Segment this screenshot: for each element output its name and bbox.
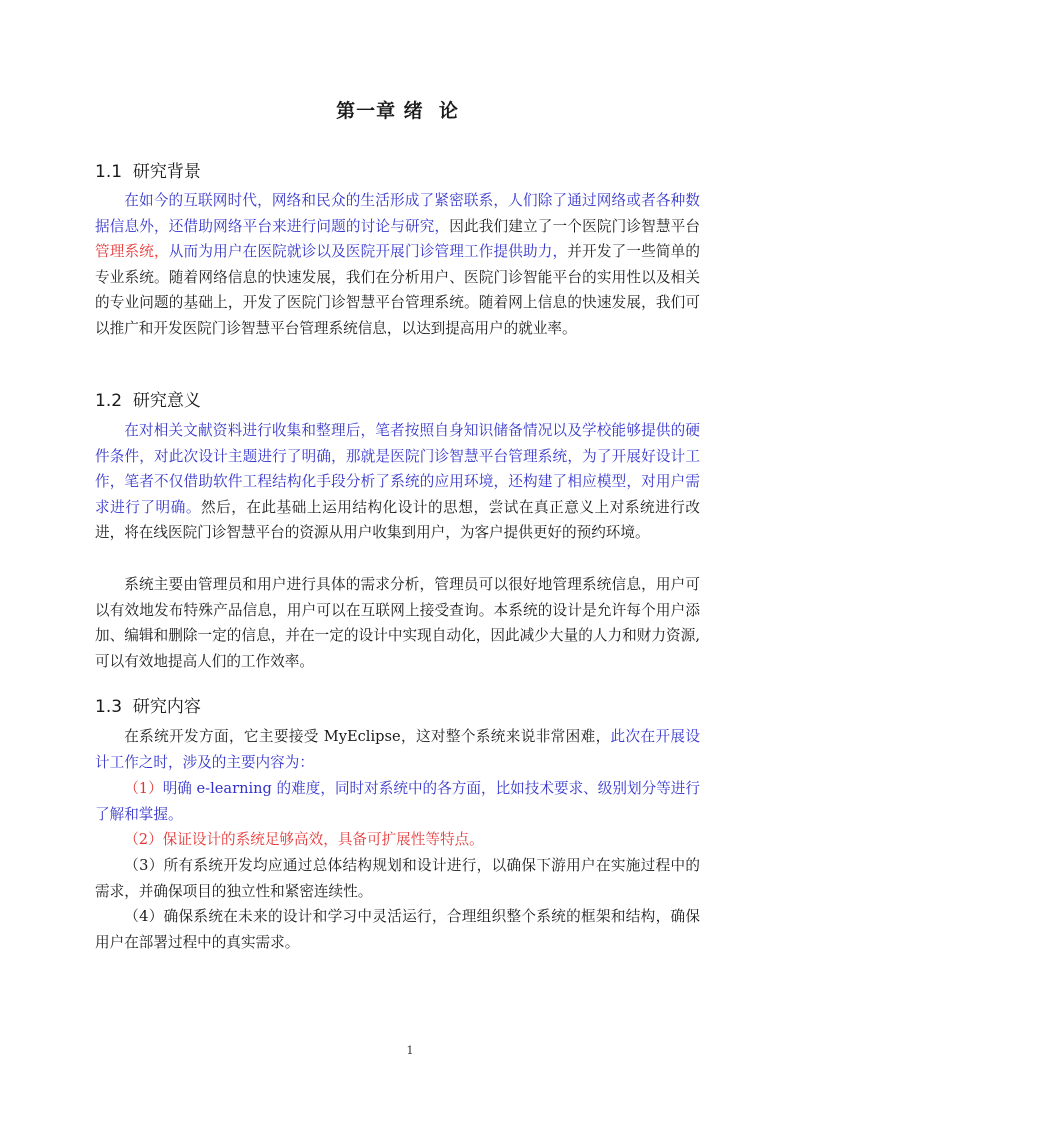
- chapter-title: 第一章 绪 论: [336, 100, 459, 122]
- text-run: （4）确保系统在未来的设计和学习中灵活运行，合理组织整个系统的框架和结构，确保用户在部署过程中的真实需求。: [95, 908, 700, 951]
- section-heading-1-2: 1.2 研究意义: [95, 391, 201, 411]
- text-run: 然后，在此基础上运用结构化设计的思想，尝试在真正意义上对系统进行改进，将在线医院门诊智慧平台的资源从用户收集到用户，为客户提供更好的预约环境。: [95, 498, 700, 542]
- text-run: 在系统开发方面，它主要接受 MyEclipse，这对整个系统来说非常困难，: [124, 728, 611, 745]
- paragraph-significance: [95, 418, 700, 546]
- list-item-2: [95, 827, 700, 853]
- text-run: 从而为用户在医院就诊以及医院开展门诊管理工作提供助力，: [168, 243, 568, 261]
- paragraph-background: [95, 188, 700, 342]
- text-run: 在如今的互联网时代，网络和民众的生活形成了紧密联系，人们除了通过网络或者各种数据信息外，还借助网络平台来进行问题的讨论与研究，: [95, 192, 700, 235]
- paragraph-system-overview: [95, 572, 700, 674]
- text-run: （1）: [124, 780, 163, 797]
- text-run: 系统主要由管理员和用户进行具体的需求分析，管理员可以很好地管理系统信息，用户可以有效地发布特殊产品信息，用户可以在互联网上接受查询。本系统的设计是允许每个用户添加、编辑和删除一定的信息，并在一定的设计中实现自动化，因此减少大量的人力和财力资源,可以有效地提高人们的工作效率。: [95, 576, 700, 670]
- paragraph-content-intro: [95, 724, 700, 775]
- list-item-3: [95, 853, 700, 904]
- list-item-4: [95, 904, 700, 955]
- text-run: 明确 e-learning 的难度，同时对系统中的各方面，比如技术要求、级别划分等进行了解和掌握。: [95, 780, 700, 823]
- list-item-1: [95, 776, 700, 827]
- text-run: 此次在开展设计工作之时，涉及的主要内容为：: [95, 728, 700, 771]
- text-run: 因此我们建立了一个医院门诊智慧平台: [449, 217, 700, 235]
- text-run: 并开发了一些简单的专业系统。随着网络信息的快速发展，我们在分析用户、医院门诊智能平台的实用性以及相关的专业问题的基础上，开发了医院门诊智慧平台管理系统。随着网上信息的快速发展，我们可以推广和开发医院门诊智慧平台管理系统信息，以达到提高用户的就业率。: [95, 243, 700, 337]
- page-number: 1: [406, 1044, 414, 1057]
- text-run: 管理系统，: [95, 243, 169, 261]
- section-heading-1-3: 1.3 研究内容: [95, 697, 201, 717]
- text-run: （2）: [124, 831, 163, 848]
- section-heading-1-1: 1.1 研究背景: [95, 162, 201, 182]
- text-run: 在对相关文献资料进行收集和整理后，笔者按照自身知识储备情况以及学校能够提供的硬件条件，对此次设计主题进行了明确，那就是医院门诊智慧平台管理系统，为了开展好设计工作，笔者不仅借助软件工程结构化手段分析了系统的应用环境，还构建了相应模型，对用户需求进行了明确。: [95, 422, 700, 516]
- text-run: 保证设计的系统足够高效，具备可扩展性等特点。: [162, 831, 484, 848]
- text-run: （3）所有系统开发均应通过总体结构规划和设计进行，以确保下游用户在实施过程中的需求，并确保项目的独立性和紧密连续性。: [95, 857, 700, 900]
